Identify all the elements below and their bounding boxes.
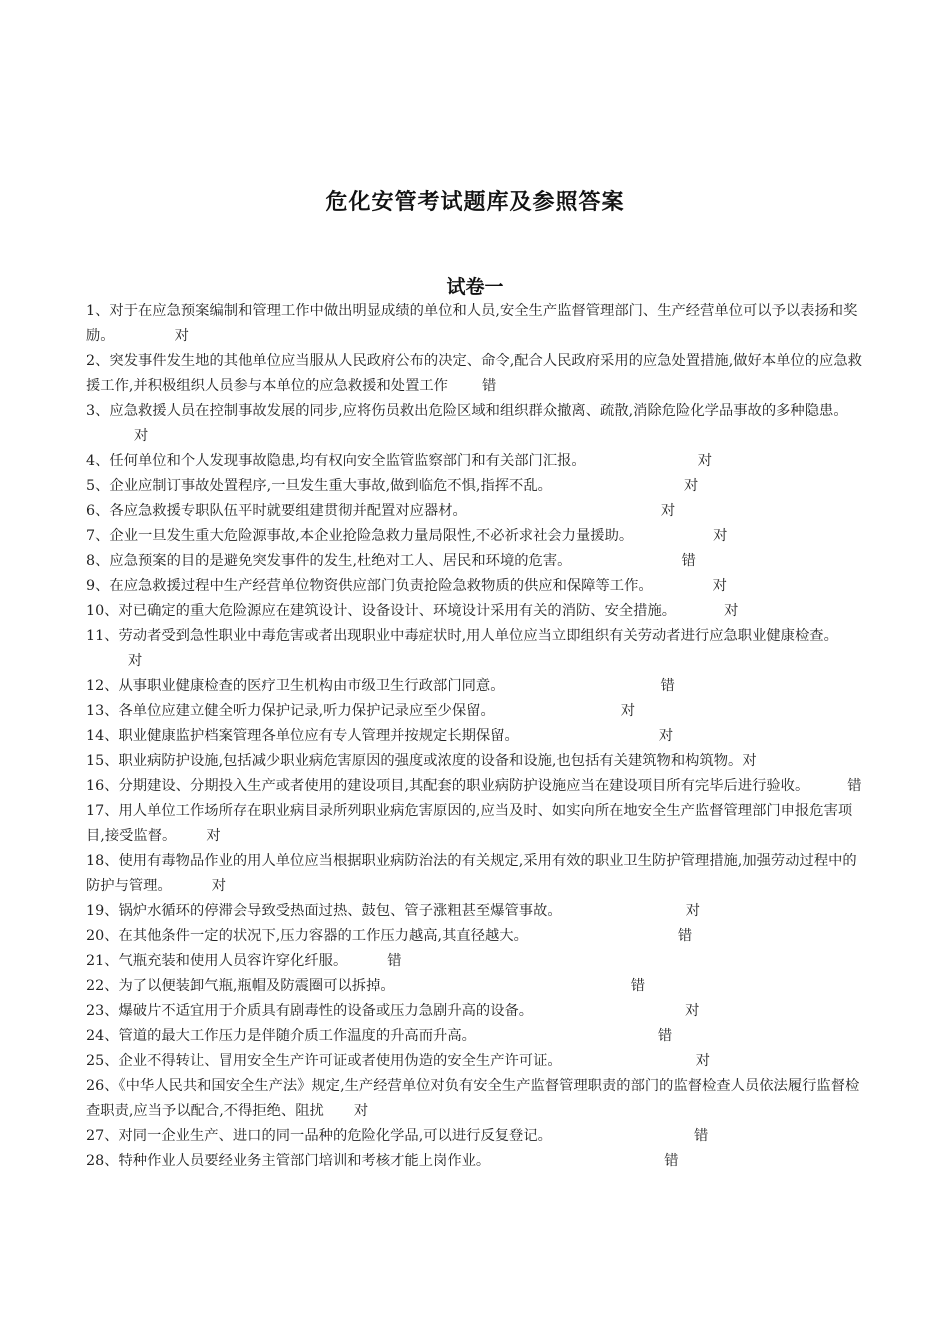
question-answer: 对 <box>713 528 728 544</box>
question-item <box>86 399 866 449</box>
question-item <box>86 624 866 674</box>
question-answer: 对 <box>697 453 713 469</box>
question-item <box>86 799 866 849</box>
question-item <box>86 574 866 599</box>
question-text: 10、对已确定的重大危险源应在建筑设计、设备设计、环境设计采用有关的消防、安全措施。 <box>86 603 677 619</box>
question-answer: 错 <box>657 1028 673 1044</box>
question-text: 15、职业病防护设施,包括减少职业病危害原因的强度或浓度的设备和设施,也包括有关建筑物和构筑物。 <box>86 753 743 769</box>
question-text: 26、《中华人民共和国安全生产法》规定,生产经营单位对负有安全生产监督管理职责的部门的监督检查人员依法履行监督检查职责,应当予以配合,不得拒绝、阻扰 <box>86 1078 860 1119</box>
question-answer: 对 <box>742 753 757 769</box>
question-text: 18、使用有毒物品作业的用人单位应当根据职业病防治法的有关规定,采用有效的职业卫生防护管理措施,加强劳动过程中的防护与管理。 <box>86 853 857 894</box>
question-answer: 对 <box>695 1053 710 1069</box>
question-answer: 错 <box>660 678 675 694</box>
question-text: 19、锅炉水循环的停滞会导致受热面过热、鼓包、管子涨粗甚至爆管事故。 <box>86 903 562 919</box>
question-item <box>86 1024 866 1049</box>
question-item <box>86 499 866 524</box>
question-answer: 错 <box>677 928 693 944</box>
question-item <box>86 999 866 1024</box>
question-answer: 对 <box>134 428 149 444</box>
question-item <box>86 449 866 474</box>
question-item <box>86 849 866 899</box>
question-item <box>86 674 866 699</box>
question-item <box>86 749 866 774</box>
question-text: 23、爆破片不适宜用于介质具有剧毒性的设备或压力急剧升高的设备。 <box>86 1003 534 1019</box>
question-item <box>86 699 866 724</box>
question-item <box>86 1049 866 1074</box>
question-answer: 对 <box>206 828 221 844</box>
question-text: 7、企业一旦发生重大危险源事故,本企业抢险急救力量局限性,不必祈求社会力量援助。 <box>86 528 634 544</box>
question-answer: 对 <box>724 603 739 619</box>
question-text: 5、企业应制订事故处置程序,一旦发生重大事故,做到临危不惧,指挥不乱。 <box>86 478 552 494</box>
question-text: 4、任何单位和个人发现事故隐患,均有权向安全监管监察部门和有关部门汇报。 <box>86 453 586 469</box>
question-text: 20、在其他条件一定的状况下,压力容器的工作压力越高,其直径越大。 <box>86 928 528 944</box>
question-text: 8、应急预案的目的是避免突发事件的发生,杜绝对工人、居民和环境的危害。 <box>86 553 572 569</box>
question-answer: 对 <box>211 878 227 894</box>
question-item <box>86 974 866 999</box>
question-item <box>86 1149 866 1174</box>
section-title: 试卷一 <box>446 276 504 298</box>
question-answer: 对 <box>174 328 189 344</box>
question-answer: 对 <box>660 503 676 519</box>
question-answer: 错 <box>387 953 402 969</box>
question-item <box>86 1074 866 1124</box>
question-answer: 错 <box>681 553 696 569</box>
question-text: 27、对同一企业生产、进口的同一品种的危险化学品,可以进行反复登记。 <box>86 1128 552 1144</box>
question-text: 28、特种作业人员要经业务主管部门培训和考核才能上岗作业。 <box>86 1153 491 1169</box>
question-item <box>86 774 866 799</box>
question-text: 16、分期建设、分期投入生产或者使用的建设项目,其配套的职业病防护设施应当在建设项目所有完毕后进行验收。 <box>86 778 810 794</box>
question-text: 21、气瓶充装和使用人员容许穿化纤服。 <box>86 953 348 969</box>
question-answer: 对 <box>683 478 699 494</box>
question-item <box>86 949 866 974</box>
question-item <box>86 474 866 499</box>
question-text: 3、应急救援人员在控制事故发展的同步,应将伤员救出危险区域和组织群众撤离、疏散,消除危险化学品事故的多种隐患。 <box>86 403 848 419</box>
question-item <box>86 899 866 924</box>
question-text: 24、管道的最大工作压力是伴随介质工作温度的升高而升高。 <box>86 1028 476 1044</box>
question-text: 1、对于在应急预案编制和管理工作中做出明显成绩的单位和人员,安全生产监督管理部门、生产经营单位可以予以表扬和奖励。 <box>86 303 858 344</box>
question-item <box>86 299 866 349</box>
document-title: 危化安管考试题库及参照答案 <box>325 189 625 215</box>
question-answer: 错 <box>630 978 645 994</box>
question-item <box>86 349 866 399</box>
question-item <box>86 599 866 624</box>
question-text: 25、企业不得转让、冒用安全生产许可证或者使用伪造的安全生产许可证。 <box>86 1053 562 1069</box>
question-item <box>86 924 866 949</box>
question-answer: 错 <box>693 1128 709 1144</box>
question-answer: 对 <box>658 728 674 744</box>
question-answer: 错 <box>847 778 862 794</box>
question-text: 17、用人单位工作场所存在职业病目录所列职业病危害原因的,应当及时、如实向所在地安全生产监督管理部门申报危害项目,接受监督。 <box>86 803 853 844</box>
question-answer: 对 <box>712 578 727 594</box>
question-text: 12、从事职业健康检查的医疗卫生机构由市级卫生行政部门同意。 <box>86 678 505 694</box>
question-text: 6、各应急救援专职队伍平时就要组建贯彻并配置对应器材。 <box>86 503 467 519</box>
question-text: 14、职业健康监护档案管理各单位应有专人管理并按规定长期保留。 <box>86 728 519 744</box>
question-item <box>86 724 866 749</box>
question-text: 11、劳动者受到急性职业中毒危害或者出现职业中毒症状时,用人单位应当立即组织有关劳动者进行应急职业健康检查。 <box>86 628 838 644</box>
question-answer: 对 <box>620 703 636 719</box>
question-answer: 对 <box>128 653 143 669</box>
question-item <box>86 524 866 549</box>
question-item <box>86 1124 866 1149</box>
question-item <box>86 549 866 574</box>
question-text: 9、在应急救援过程中生产经营单位物资供应部门负责抢险急救物质的供应和保障等工作。 <box>86 578 653 594</box>
question-answer: 对 <box>685 903 700 919</box>
question-list <box>86 299 866 1174</box>
question-answer: 对 <box>685 1003 700 1019</box>
question-text: 22、为了以便装卸气瓶,瓶帽及防震圈可以拆掉。 <box>86 978 395 994</box>
question-answer: 对 <box>353 1103 369 1119</box>
question-text: 13、各单位应建立健全听力保护记录,听力保护记录应至少保留。 <box>86 703 495 719</box>
question-text: 2、突发事件发生地的其他单位应当服从人民政府公布的决定、命令,配合人民政府采用的应急处置措施,做好本单位的应急救援工作,并积极组织人员参与本单位的应急救援和处置工作 <box>86 353 862 394</box>
question-answer: 错 <box>664 1153 679 1169</box>
question-answer: 错 <box>481 378 497 394</box>
